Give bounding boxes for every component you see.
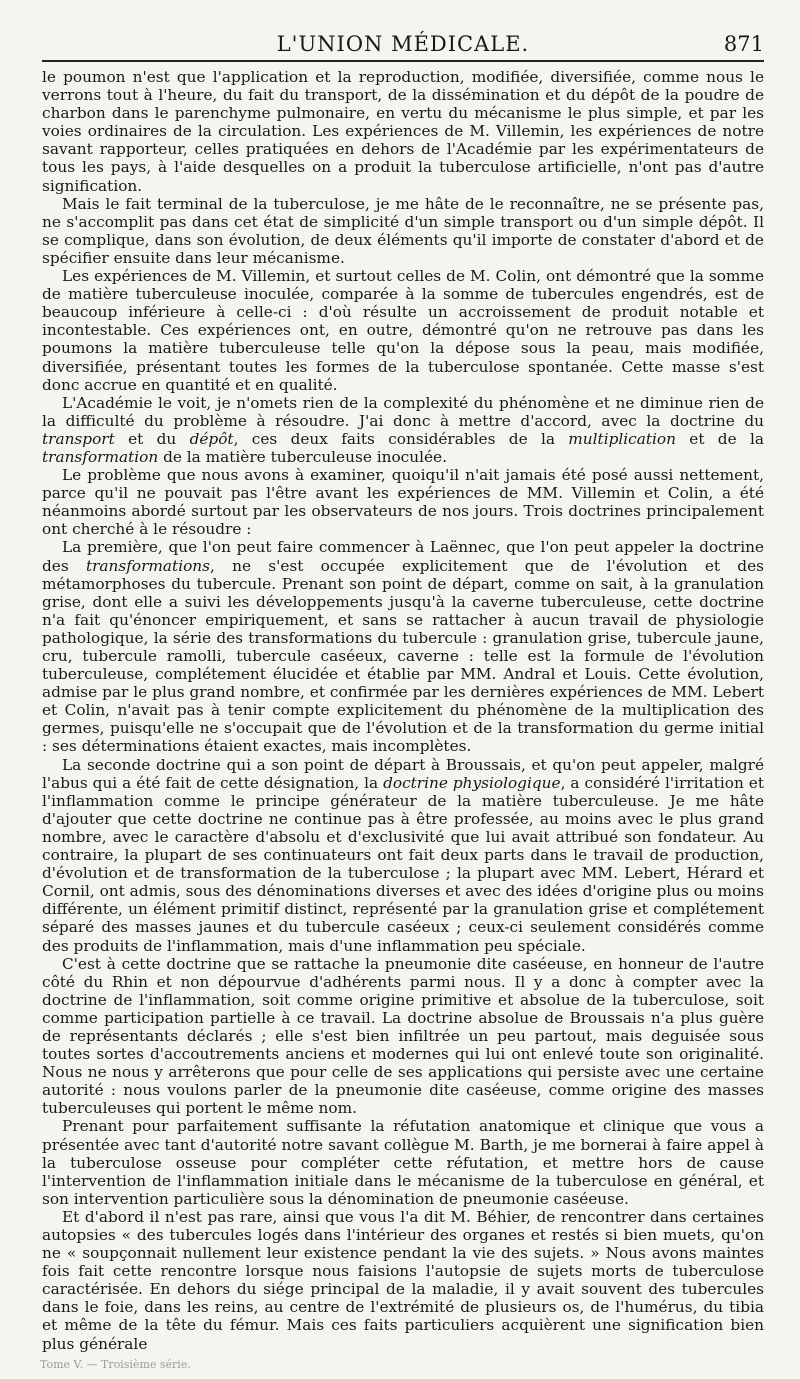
paragraph	[42, 68, 764, 195]
paragraph	[42, 955, 764, 1118]
text-run: de la matière tuberculeuse inoculée.	[158, 447, 447, 466]
paragraph	[42, 538, 764, 755]
text-run: , ces deux faits considérables de la	[233, 429, 569, 448]
text-run: , ne s'est occupée explicitement que de l'évolution et des métamorphoses du tubercule. Prenant son point de départ, comme on sait, à la granulation grise, dont elle a suivi les développements jusqu'à la caverne tuberculeuse, cette doctrine n'a fait qu'énoncer empiriquement, et sans se rattacher à aucun travail de physiologie pathologique, la série des transformations du tubercule : granulation grise, tubercule jaune, cru, tubercule ramolli, tubercule caséeux, caverne : telle est la formule de l'évolution tuberculeuse, complétement élucidée et établie par MM. Andral et Louis. Cette évolution, admise par le plus grand nombre, et confirmée par les dernières expériences de MM. Lebert et Colin, n'avait pas à tenir compte explicitement du phénomène de la multiplication des germes, puisqu'elle ne s'occupait que de l'évolution et de la transformation du germe initial : ses déterminations étaient exactes, mais incomplètes.	[42, 556, 764, 756]
text-run: , a considéré l'irritation et l'inflammation comme le principe générateur de la matière tuberculeuse. Je me hâte d'ajouter que cette doctrine ne continue pas à être professée, au moins avec le plus grand nombre, avec le caractère d'absolu et d'exclusivité que lui avait attribué son fondateur. Au contraire, la plupart de ses continuateurs ont fait deux parts dans le travail de production, d'évolution et de transformation de la tuberculose ; la plupart avec MM. Lebert, Hérard et Cornil, ont admis, sous des dénominations diverses et avec des idées d'origine plus ou moins différente, un élément primitif distinct, représenté par la granulation grise et complétement séparé des masses jaunes et du tubercule caséeux ; ceux-ci seulement considérés comme des produits de l'inflammation, mais d'une inflammation peu spéciale.	[42, 773, 764, 955]
text-run: La première, que l'on peut faire commencer à Laënnec, que l'on peut appeler la doctrine des	[42, 538, 764, 575]
text-run: Prenant pour parfaitement suffisante la réfutation anatomique et clinique que vous a présentée avec tant d'autorité notre savant collègue M. Barth, je me bornerai à faire appel à la tuberculose osseuse pour compléter cette réfutation, et mettre hors de cause l'intervention de l'inflammation initiale dans le mécanisme de la tuberculose en général, et son intervention particulière sous la dénomination de pneumonie caséeuse.	[42, 1117, 764, 1208]
running-header	[42, 30, 764, 62]
italic-term: transformation	[42, 447, 159, 466]
text-run: et du	[114, 429, 190, 448]
text-run: le poumon n'est que l'application et la reproduction, modifiée, diversifiée, comme nous le verrons tout à l'heure, du fait du transport, de la dissémination et du dépôt de la poudre de charbon dans le parenchyme pulmonaire, en vertu du mécanisme le plus simple, et par les voies ordinaires de la circulation. Les expériences de M. Villemin, les expériences de notre savant rapporteur, celles pratiquées en dehors de l'Académie par les expérimentateurs de tous les pays, à l'aide desquelles on a produit la tuberculose artificielle, n'ont pas d'autre signification.	[42, 68, 764, 195]
paragraph	[42, 195, 764, 267]
paragraph	[42, 756, 764, 955]
paragraph	[42, 466, 764, 538]
page-number: 871	[723, 32, 764, 56]
journal-title: L'UNION MÉDICALE.	[276, 32, 530, 56]
text-run: C'est à cette doctrine que se rattache la pneumonie dite caséeuse, en honneur de l'autre côté du Rhin et non dépourvue d'adhérents parmi nous. Il y a donc à compter avec la doctrine de l'inflammation, soit comme origine primitive et absolue de la tuberculose, soit comme participation partielle à ce travail. La doctrine absolue de Broussais n'a plus guère de représentants déclarés ; elle s'est bien infiltrée un peu partout, mais deguisée sous toutes sortes d'accoutrements anciens et modernes qui lui ont enlevé toute son originalité. Nous ne nous y arrêterons que pour celle de ses applications qui persiste avec une certaine autorité : nous voulons parler de la pneumonie dite caséeuse, comme origine des masses tuberculeuses qui portent le même nom.	[42, 954, 764, 1118]
text-run: Et d'abord il n'est pas rare, ainsi que vous l'a dit M. Béhier, de rencontrer dans certaines autopsies « des tubercules logés dans l'intérieur des organes et restés si bien muets, qu'on ne « soupçonnait nullement leur existence pendant la vie des sujets. » Nous avons maintes fois fait cette rencontre lorsque nous faisions l'autopsie de sujets morts de tuberculose caractérisée. En dehors du siége principal de la maladie, il y avait souvent des tubercules dans le foie, dans les reins, au centre de l'extrémité de plusieurs os, de l'humérus, du tibia et même de la tête du fémur. Mais ces faits particuliers acquièrent une signification bien plus générale	[42, 1207, 764, 1353]
paragraph	[42, 1208, 764, 1353]
text-run: et de la	[675, 429, 764, 448]
paragraph	[42, 1117, 764, 1207]
body-text	[42, 68, 764, 1353]
italic-term: transport	[42, 429, 115, 448]
italic-term: doctrine physiologique	[383, 773, 561, 792]
footer-signature: Tome V. — Troisième série.	[40, 1358, 191, 1371]
paragraph	[42, 394, 764, 466]
text-run: Les expériences de M. Villemin, et surtout celles de M. Colin, ont démontré que la somme de matière tuberculeuse inoculée, comparée à la somme de tubercules engendrés, est de beaucoup inférieure à celle-ci : d'où résulte un accroissement de produit notable et incontestable. Ces expériences ont, en outre, démontré qu'on ne retrouve pas dans les poumons la matière tuberculeuse telle qu'on la dépose sous la peau, mais modifiée, diversifiée, présentant toutes les formes de la tuberculose spontanée. Cette masse s'est donc accrue en quantité et en qualité.	[42, 267, 764, 394]
text-run: La seconde doctrine qui a son point de départ à Broussais, et qu'on peut appeler, malgré l'abus qui a été fait de cette désignation, la	[42, 755, 764, 792]
paragraph	[42, 267, 764, 394]
text-run: Mais le fait terminal de la tuberculose, je me hâte de le reconnaître, ne se présente pas, ne s'accomplit pas dans cet état de simplicité d'un simple transport ou d'un simple dépôt. Il se complique, dans son évolution, de deux éléments qu'il importe de constater d'abord et de spécifier ensuite dans leur mécanisme.	[42, 194, 764, 267]
italic-term: transformations	[85, 556, 210, 575]
text-run: Le problème que nous avons à examiner, quoiqu'il n'ait jamais été posé aussi nettement, parce qu'il ne pouvait pas l'être avant les expériences de MM. Villemin et Colin, a été néanmoins abordé surtout par les observateurs de nos jours. Trois doctrines principalement ont cherché à le résoudre :	[42, 466, 764, 539]
text-run: L'Académie le voit, je n'omets rien de la complexité du phénomène et ne diminue rien de la difficulté du problème à résoudre. J'ai donc à mettre d'accord, avec la doctrine du	[42, 393, 764, 430]
italic-term: multiplication	[568, 429, 676, 448]
italic-term: dépôt	[189, 429, 234, 448]
